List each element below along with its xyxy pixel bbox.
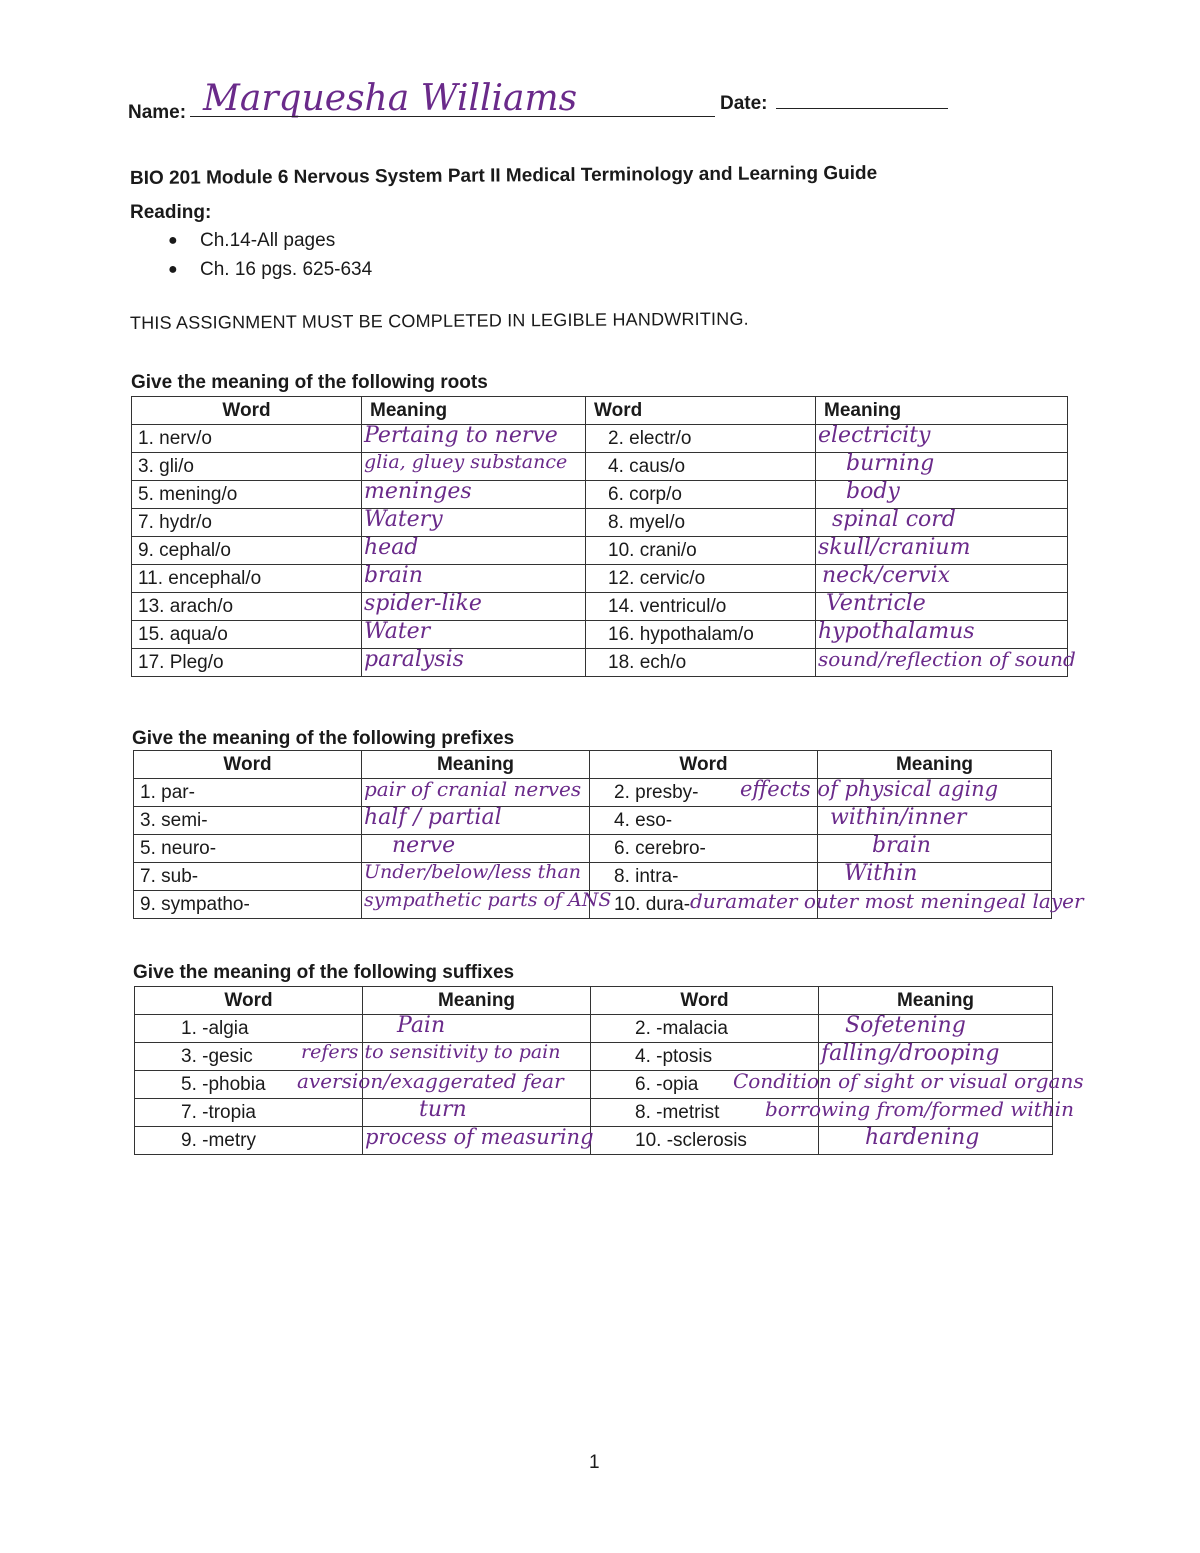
answer-cell[interactable] <box>819 1127 1053 1155</box>
table-row <box>132 509 1068 537</box>
bullet-icon: ● <box>168 261 178 278</box>
answer-cell[interactable] <box>816 593 1068 621</box>
handwritten-answer: aversion/exaggerated fear <box>297 1069 564 1093</box>
term-cell: 1. nerv/o <box>132 425 362 453</box>
table-row <box>135 1071 1053 1099</box>
prefixes-heading: Give the meaning of the following prefixes <box>132 728 515 749</box>
term-cell: 9. cephal/o <box>132 537 362 565</box>
term-cell: 7. -tropia <box>135 1099 363 1127</box>
answer-cell[interactable] <box>362 593 586 621</box>
term-cell: 5. -phobia <box>135 1071 363 1099</box>
answer-cell[interactable] <box>816 425 1068 453</box>
roots-heading: Give the meaning of the following roots <box>131 372 488 393</box>
answer-cell[interactable] <box>362 481 586 509</box>
answer-cell[interactable] <box>362 807 590 835</box>
table-row <box>132 593 1068 621</box>
answer-cell[interactable] <box>362 509 586 537</box>
column-header-word: Word <box>135 987 363 1015</box>
handwritten-answer: body <box>846 479 900 504</box>
term-cell: 3. gli/o <box>132 453 362 481</box>
answer-cell[interactable] <box>816 621 1068 649</box>
term-cell: 6. corp/o <box>586 481 816 509</box>
term-cell: 14. ventricul/o <box>586 593 816 621</box>
page-title: BIO 201 Module 6 Nervous System Part II Medical Terminology and Learning Guide <box>129 162 878 189</box>
term-cell: 13. arach/o <box>132 593 362 621</box>
handwritten-answer: paralysis <box>364 647 464 672</box>
column-header-word: Word <box>132 397 362 425</box>
answer-cell[interactable] <box>816 509 1068 537</box>
handwritten-answer: nerve <box>392 833 456 858</box>
table-row <box>134 779 1052 807</box>
term-cell: 4. eso- <box>590 807 818 835</box>
handwritten-answer: brain <box>364 563 423 588</box>
table-row <box>135 1127 1053 1155</box>
answer-cell[interactable] <box>362 537 586 565</box>
handwritten-answer: turn <box>419 1097 467 1122</box>
handwritten-answer: spinal cord <box>832 507 956 532</box>
answer-cell[interactable] <box>363 1015 591 1043</box>
answer-cell[interactable] <box>816 453 1068 481</box>
handwritten-answer: pair of cranial nerves <box>364 777 582 801</box>
handwritten-answer: Pain <box>397 1013 446 1038</box>
answer-cell[interactable] <box>362 565 586 593</box>
term-cell: 1. par- <box>134 779 362 807</box>
answer-cell[interactable] <box>816 537 1068 565</box>
term-cell: 10. -sclerosis <box>591 1127 819 1155</box>
answer-cell[interactable] <box>816 481 1068 509</box>
table-row <box>135 1099 1053 1127</box>
column-header-word: Word <box>586 397 816 425</box>
suffixes-table <box>134 986 1084 1155</box>
instruction-text: THIS ASSIGNMENT MUST BE COMPLETED IN LEGIBLE HANDWRITING. <box>129 308 749 333</box>
bullet-icon: ● <box>168 232 178 249</box>
term-cell: 4. caus/o <box>586 453 816 481</box>
table-header-row <box>134 751 1052 779</box>
table-row <box>135 1015 1053 1043</box>
roots-table <box>131 396 1076 677</box>
answer-cell[interactable] <box>362 835 590 863</box>
page-number: 1 <box>589 1452 600 1473</box>
handwritten-answer: brain <box>872 833 931 858</box>
handwritten-answer: burning <box>846 451 935 476</box>
term-cell: 3. -gesic <box>135 1043 363 1071</box>
answer-cell[interactable] <box>362 453 586 481</box>
handwritten-answer: head <box>364 535 419 560</box>
answer-cell[interactable] <box>363 1125 594 1155</box>
handwritten-answer: meninges <box>364 479 472 504</box>
reading-item-2: Ch. 16 pgs. 625-634 <box>200 259 373 280</box>
term-cell: 8. -metrist <box>591 1099 819 1127</box>
column-header-word: Word <box>590 751 818 779</box>
term-cell: 11. encephal/o <box>132 565 362 593</box>
column-header-word: Word <box>134 751 362 779</box>
answer-cell[interactable] <box>362 889 612 919</box>
handwritten-answer: borrowing from/formed within <box>765 1097 1074 1121</box>
column-header-meaning: Meaning <box>819 987 1053 1015</box>
handwritten-answer: falling/drooping <box>821 1041 1000 1066</box>
prefixes-table <box>133 750 1084 919</box>
handwritten-answer: Ventricle <box>826 591 926 616</box>
answer-cell[interactable] <box>816 647 1076 677</box>
term-cell: 5. neuro- <box>134 835 362 863</box>
answer-cell[interactable] <box>362 649 586 677</box>
term-cell: 9. sympatho- <box>134 891 362 919</box>
term-cell: 10. crani/o <box>586 537 816 565</box>
answer-cell[interactable] <box>818 835 1052 863</box>
answer-cell[interactable] <box>818 863 1052 891</box>
term-cell: 16. hypothalam/o <box>586 621 816 649</box>
answer-cell[interactable] <box>733 1069 1084 1099</box>
term-cell: 9. -metry <box>135 1127 363 1155</box>
handwritten-answer: spider-like <box>364 591 482 616</box>
handwritten-answer: Pertaing to nerve <box>364 423 558 448</box>
table-row <box>134 863 1052 891</box>
table-row <box>132 481 1068 509</box>
answer-cell[interactable] <box>362 779 590 807</box>
term-cell: 8. intra- <box>590 863 818 891</box>
answer-cell[interactable] <box>816 565 1068 593</box>
table-row <box>134 835 1052 863</box>
term-cell: 8. myel/o <box>586 509 816 537</box>
term-cell: 7. hydr/o <box>132 509 362 537</box>
suffixes-heading: Give the meaning of the following suffixes <box>133 962 515 983</box>
column-header-meaning: Meaning <box>362 751 590 779</box>
term-cell: 2. -malacia <box>591 1015 819 1043</box>
handwritten-answer: Water <box>364 619 431 644</box>
term-cell: 3. semi- <box>134 807 362 835</box>
date-label: Date: <box>720 93 768 114</box>
term-cell: 2. electr/o <box>586 425 816 453</box>
table-row <box>135 1043 1053 1071</box>
column-header-meaning: Meaning <box>816 397 1068 425</box>
answer-cell[interactable] <box>819 1043 1053 1071</box>
term-cell: 6. cerebro- <box>590 835 818 863</box>
reading-label: Reading: <box>130 202 212 223</box>
term-cell: 2. presby- <box>590 779 818 807</box>
answer-cell[interactable] <box>740 777 1052 807</box>
answer-cell[interactable] <box>362 863 590 891</box>
answer-cell[interactable] <box>765 1097 1074 1127</box>
handwritten-answer: sympathetic parts of ANS <box>364 889 612 911</box>
answer-cell[interactable] <box>363 1099 591 1127</box>
answer-cell[interactable] <box>818 807 1052 835</box>
handwritten-answer: Sofetening <box>845 1013 966 1038</box>
answer-cell[interactable] <box>362 621 586 649</box>
answer-cell[interactable] <box>362 425 586 453</box>
reading-item-1: Ch.14-All pages <box>200 230 336 251</box>
table-header-row <box>135 987 1053 1015</box>
table-row <box>132 425 1068 453</box>
handwritten-answer: skull/cranium <box>818 535 971 560</box>
term-cell: 18. ech/o <box>586 649 816 677</box>
handwritten-answer: within/inner <box>830 805 967 830</box>
term-cell: 7. sub- <box>134 863 362 891</box>
handwritten-answer: sound/reflection of sound <box>818 647 1076 671</box>
table-row <box>134 807 1052 835</box>
handwritten-answer: electricity <box>818 423 931 448</box>
table-row <box>134 891 1052 919</box>
term-cell: 6. -opia <box>591 1071 819 1099</box>
handwritten-answer: hypothalamus <box>818 619 975 644</box>
term-cell: 4. -ptosis <box>591 1043 819 1071</box>
table-row <box>132 621 1068 649</box>
term-cell: 15. aqua/o <box>132 621 362 649</box>
term-cell: 5. mening/o <box>132 481 362 509</box>
term-cell: 17. Pleg/o <box>132 649 362 677</box>
table-row <box>132 565 1068 593</box>
answer-cell[interactable] <box>819 1015 1053 1043</box>
column-header-meaning: Meaning <box>818 751 1052 779</box>
column-header-meaning: Meaning <box>363 987 591 1015</box>
handwritten-answer: process of measuring <box>365 1125 594 1149</box>
name-underline <box>190 116 715 117</box>
table-row <box>132 453 1068 481</box>
handwritten-answer: Within <box>844 861 918 886</box>
table-row <box>132 649 1068 677</box>
name-label: Name: <box>128 102 187 123</box>
handwritten-answer: Condition of sight or visual organs <box>733 1069 1084 1093</box>
table-row <box>132 537 1068 565</box>
column-header-meaning: Meaning <box>362 397 586 425</box>
column-header-word: Word <box>591 987 819 1015</box>
term-cell: 12. cervic/o <box>586 565 816 593</box>
term-cell: 10. dura- <box>590 891 818 919</box>
handwritten-answer: neck/cervix <box>822 563 950 588</box>
handwritten-answer: effects of physical aging <box>740 777 999 801</box>
handwritten-answer: Watery <box>364 507 443 532</box>
handwritten-answer: Under/below/less than <box>364 861 582 883</box>
date-field[interactable] <box>776 108 948 109</box>
answer-cell[interactable] <box>297 1069 591 1099</box>
handwritten-answer: refers to sensitivity to pain <box>301 1041 561 1063</box>
handwritten-answer: glia, gluey substance <box>364 451 568 473</box>
student-name[interactable]: Marquesha Williams <box>203 78 578 119</box>
table-header-row <box>132 397 1068 425</box>
handwritten-answer: duramater outer most meningeal layer <box>690 889 1084 913</box>
term-cell: 1. -algia <box>135 1015 363 1043</box>
answer-cell[interactable] <box>690 889 1084 919</box>
answer-cell[interactable] <box>301 1041 591 1071</box>
handwritten-answer: half / partial <box>364 805 502 830</box>
handwritten-answer: hardening <box>865 1125 980 1150</box>
